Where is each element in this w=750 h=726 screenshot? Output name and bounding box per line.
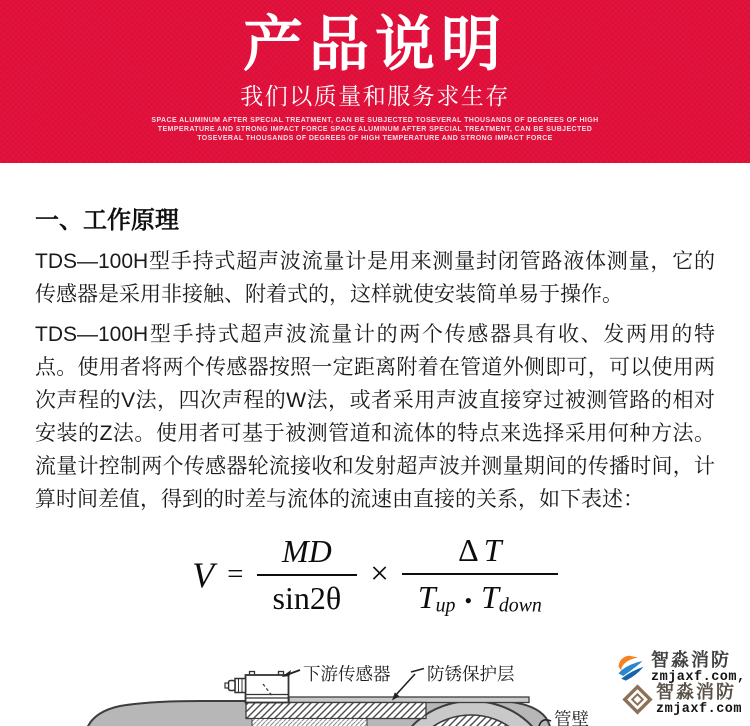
- watermark: [612, 651, 750, 717]
- formula-multiply-sign: ×: [370, 556, 389, 593]
- t-up-variable: T: [417, 579, 436, 615]
- paragraph-2: TDS—100H型手持式超声波流量计的两个传感器具有收、发两用的特点。使用者将两个传感器按照一定距离附着在管道外侧即可，可以使用两次声程的V法，四次声程的W法，或者采用声波直接穿过被测管路的相对安装的Z法。使用者可基于被测管道和流体的特点来选择采用何种方法。流量计控制两个传感器轮流接收和发射超声波并测量期间的传播时间，计算时间差值，得到的时差与流体的流速由直接的关系，如下表述：: [35, 323, 715, 511]
- watermark-site-1: zmjaxf.com,: [651, 670, 746, 685]
- coupling-hatch-strip: [246, 703, 426, 719]
- tagline-line-1: SPACE ALUMINUM AFTER SPECIAL TREATMENT, CAN BE SUBJECTED TOSEVERAL THOUSANDS OF DEGREES OF HIGH: [151, 116, 599, 124]
- downstream-sensor-callout: [282, 664, 391, 684]
- header-banner: [0, 0, 750, 163]
- watermark-texts-1: [651, 651, 746, 685]
- t-down-subscript: down: [498, 594, 542, 617]
- fraction1-denominator: sin2θ: [257, 574, 358, 617]
- main-content: [0, 200, 750, 618]
- delta-symbol: Δ: [458, 532, 479, 568]
- zhimiao-diamond-logo-icon: [621, 683, 654, 716]
- downstream-sensor-label: 下游传感器: [303, 664, 391, 684]
- watermark-texts-2: [656, 683, 742, 717]
- formula-fraction-2: [402, 532, 558, 618]
- formula-equals: =: [227, 558, 244, 591]
- fine-hatch-strip: [252, 719, 367, 726]
- fraction2-denominator: [402, 573, 558, 618]
- fraction2-numerator: [442, 532, 517, 573]
- page-title: 产品说明: [243, 11, 507, 78]
- t-down-variable: T: [481, 579, 499, 615]
- fraction1-numerator: MD: [281, 532, 332, 569]
- t-up-subscript: up: [435, 594, 456, 617]
- watermark-unit-2: [621, 683, 750, 717]
- section-heading: 一、工作原理: [35, 207, 179, 234]
- anti-rust-layer-label: 防锈保护层: [427, 664, 515, 684]
- velocity-formula: [35, 532, 715, 618]
- anti-rust-layer-callout: [392, 664, 515, 701]
- formula-fraction-1: [257, 533, 358, 617]
- watermark-site-2: zmjaxf.com: [656, 702, 743, 717]
- header-tagline: [0, 116, 750, 143]
- tagline-line-2: TEMPERATURE AND STRONG IMPACT FORCE SPACE ALUMINUM AFTER SPECIAL TREATMENT, CAN BE SUBJECTED: [157, 125, 593, 133]
- tagline-line-3: TOSEVERAL THOUSANDS OF DEGREES OF HIGH TEMPERATURE AND STRONG IMPACT FORCE: [197, 134, 553, 142]
- watermark-brand-1: 智淼消防: [651, 650, 731, 670]
- pipe-wall-label: 管壁: [554, 709, 589, 726]
- dot-operator: •: [464, 589, 473, 613]
- formula-lhs: V: [192, 554, 215, 595]
- delta-t-variable: T: [483, 532, 502, 568]
- paragraph-1: TDS—100H型手持式超声波流量计是用来测量封闭管路液体测量，它的传感器是采用非接触、附着式的，这样就使安装简单易于操作。: [35, 250, 715, 306]
- downstream-sensor-box: [225, 672, 289, 703]
- anti-rust-layer-band: [289, 697, 529, 703]
- watermark-brand-2: 智淼消防: [656, 682, 736, 702]
- header-subtitle: 我们以质量和服务求生存: [240, 82, 510, 109]
